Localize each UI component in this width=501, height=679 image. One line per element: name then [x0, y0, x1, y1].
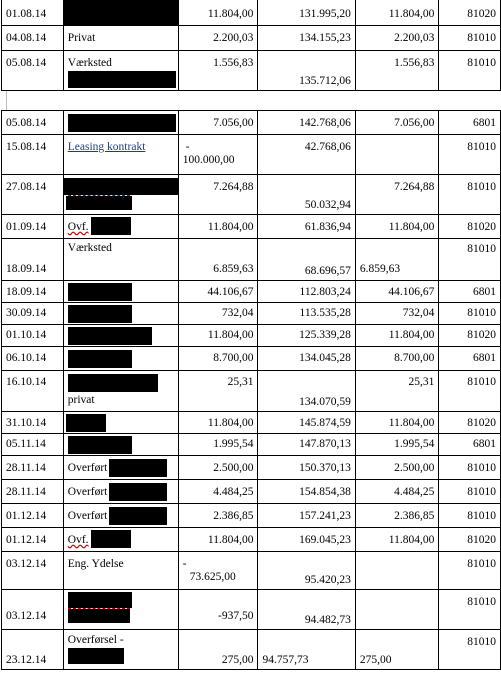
date-cell [2, 239, 64, 281]
amount-cell: 4.484,25 [178, 480, 258, 504]
balance-cell: 131.995,20 [258, 0, 355, 26]
date-cell: 01.12.14 [2, 528, 64, 552]
amount-cell: 11.804,00 [178, 528, 258, 552]
redacted-text-cell [63, 347, 178, 371]
redacted-text-cell [63, 590, 178, 630]
text-cell [63, 135, 178, 175]
col5-cell [355, 552, 439, 590]
text-label: Overført [67, 486, 108, 498]
redacted-text-cell [63, 281, 178, 303]
redaction-bar [109, 483, 167, 501]
text-label: Værksted [67, 57, 112, 69]
table-row [2, 175, 501, 215]
text-label: privat [67, 394, 95, 406]
date-value: 18.09.14 [6, 263, 47, 275]
date-cell: 27.08.14 [2, 175, 64, 215]
balance-cell: 42.768,06 [258, 135, 355, 175]
redaction-bar [68, 71, 176, 88]
balance-cell: 113.535,28 [258, 303, 355, 325]
amount-cell: 2.500,00 [178, 456, 258, 480]
table-row [2, 480, 501, 504]
code-cell: 81020 [439, 528, 501, 552]
code-cell: 81020 [439, 0, 501, 26]
balance-cell: 61.836,94 [258, 215, 355, 239]
date-cell: 05.08.14 [2, 111, 64, 135]
amount-sign: - [182, 558, 187, 570]
code-cell: 81010 [439, 26, 501, 51]
text-label: Ovf. [67, 221, 89, 233]
date-cell: 31.10.14 [2, 412, 64, 434]
text-cell [63, 630, 178, 670]
col5-cell [355, 239, 439, 281]
amount-cell [178, 552, 258, 590]
balance-cell: 157.241,23 [258, 504, 355, 528]
code-cell: 81020 [439, 325, 501, 347]
table-row [2, 239, 501, 281]
col5-cell: 2.500,00 [355, 456, 439, 480]
table-row [2, 325, 501, 347]
table-row [2, 528, 501, 552]
code-cell: 6801 [439, 434, 501, 456]
code-cell: 81010 [439, 590, 501, 630]
redacted-text-cell [63, 111, 178, 135]
col5-cell: 2.386,85 [355, 504, 439, 528]
text-cell: Værksted [63, 239, 178, 281]
col5-cell: 25,31 [355, 371, 439, 412]
amount-cell: 1.995,54 [178, 434, 258, 456]
redaction-bar [109, 459, 167, 477]
code-cell: 81010 [439, 371, 501, 412]
date-cell: 28.11.14 [2, 480, 64, 504]
code-cell: 81010 [439, 630, 501, 670]
text-label: Overførsel - [67, 634, 124, 646]
balance-cell: 147.870,13 [258, 434, 355, 456]
balance-cell [258, 371, 355, 412]
amount-cell: 11.804,00 [178, 412, 258, 434]
table-row [2, 347, 501, 371]
code-cell: 81010 [439, 552, 501, 590]
col5-cell: 4.484,25 [355, 480, 439, 504]
col5-cell: 7.056,00 [355, 111, 439, 135]
col5-cell: 11.804,00 [355, 325, 439, 347]
amount-cell [178, 239, 258, 281]
amount-cell: 11.804,00 [178, 325, 258, 347]
col5-cell [355, 630, 439, 670]
leasing-link[interactable]: Leasing kontrakt [67, 141, 146, 153]
balance-cell: 125.339,28 [258, 325, 355, 347]
code-cell: 6801 [439, 281, 501, 303]
col5-cell [355, 135, 439, 175]
balance-cell: 142.768,06 [258, 111, 355, 135]
amount-cell [178, 135, 258, 175]
date-cell: 01.09.14 [2, 215, 64, 239]
table-row [2, 434, 501, 456]
code-cell: 6801 [439, 111, 501, 135]
table-row [2, 630, 501, 670]
text-cell [63, 371, 178, 412]
balance-value: 50.032,94 [304, 199, 351, 211]
text-cell [63, 215, 178, 239]
date-cell: 28.11.14 [2, 456, 64, 480]
table-row [2, 412, 501, 434]
code-cell: 81010 [439, 175, 501, 215]
date-cell: 30.09.14 [2, 303, 64, 325]
table-row [2, 371, 501, 412]
balance-cell [258, 175, 355, 215]
code-cell: 81010 [439, 135, 501, 175]
date-cell: 18.09.14 [2, 281, 64, 303]
redaction-bar [68, 374, 158, 392]
col5-value: 6.859,63 [359, 263, 401, 275]
balance-cell: 169.045,23 [258, 528, 355, 552]
redacted-text-cell [63, 434, 178, 456]
redaction-bar [109, 507, 167, 525]
balance-cell [258, 630, 355, 670]
balance-cell [258, 590, 355, 630]
redaction-bar [68, 648, 124, 664]
date-cell: 05.08.14 [2, 51, 64, 91]
date-cell [2, 630, 64, 670]
redacted-text-cell [63, 303, 178, 325]
balance-value: 95.420,23 [304, 574, 351, 586]
amount-cell: 7.056,00 [178, 111, 258, 135]
date-cell: 03.12.14 [2, 552, 64, 590]
text-cell [63, 480, 178, 504]
amount-value: 6.859,63 [213, 263, 254, 275]
amount-cell: 8.700,00 [178, 347, 258, 371]
text-cell: Privat [63, 26, 178, 51]
col5-cell: 11.804,00 [355, 215, 439, 239]
col5-cell [355, 590, 439, 630]
date-cell: 15.08.14 [2, 135, 64, 175]
amount-value: -937,50 [218, 610, 254, 622]
code-cell: 81010 [439, 456, 501, 480]
balance-cell [258, 51, 355, 91]
date-cell: 01.12.14 [2, 504, 64, 528]
table-row [2, 590, 501, 630]
balance-cell [258, 552, 355, 590]
code-cell: 81020 [439, 412, 501, 434]
text-label: Ovf. [67, 534, 89, 546]
redacted-text-cell [63, 325, 178, 347]
col5-cell: 732,04 [355, 303, 439, 325]
balance-cell [258, 239, 355, 281]
text-label: Overført [67, 462, 108, 474]
date-cell: 01.08.14 [2, 0, 64, 26]
col5-cell: 11.804,00 [355, 528, 439, 552]
text-cell [63, 528, 178, 552]
col5-cell: 7.264,88 [355, 175, 439, 215]
table-row [2, 504, 501, 528]
amount-value: 73.625,00 [189, 571, 236, 583]
redacted-text-cell [63, 175, 178, 215]
table-row [2, 552, 501, 590]
redacted-text-cell [63, 0, 178, 26]
table-row [2, 215, 501, 239]
date-cell: 04.08.14 [2, 26, 64, 51]
text-cell [63, 51, 178, 91]
text-cell [63, 456, 178, 480]
table-row [2, 135, 501, 175]
redaction-bar [91, 530, 131, 548]
date-cell: 16.10.14 [2, 371, 64, 412]
amount-cell: 11.804,00 [178, 215, 258, 239]
col5-cell: 2.200,03 [355, 26, 439, 51]
amount-cell: 732,04 [178, 303, 258, 325]
table-row [2, 26, 501, 51]
amount-cell: 7.264,88 [178, 175, 258, 215]
date-value: 03.12.14 [6, 610, 47, 622]
balance-value: 94.757,73 [262, 654, 309, 666]
amount-cell: 2.200,03 [178, 26, 258, 51]
date-cell: 01.10.14 [2, 325, 64, 347]
balance-cell: 134.045,28 [258, 347, 355, 371]
amount-value: 275,00 [221, 654, 254, 666]
amount-cell: 11.804,00 [178, 0, 258, 26]
balance-value: 135.712,06 [299, 75, 351, 87]
amount-cell: 25,31 [178, 371, 258, 412]
table-row [2, 303, 501, 325]
code-cell: 81010 [439, 239, 501, 281]
amount-value: 100.000,00 [182, 154, 235, 166]
balance-value: 68.696,57 [304, 265, 351, 277]
balance-cell: 134.155,23 [258, 26, 355, 51]
amount-cell [178, 590, 258, 630]
col5-cell: 44.106,67 [355, 281, 439, 303]
table-row [2, 0, 501, 26]
page-gap [0, 91, 501, 110]
text-cell: Eng. Ydelse [63, 552, 178, 590]
table-row [2, 51, 501, 91]
code-cell: 81010 [439, 504, 501, 528]
code-cell: 81020 [439, 215, 501, 239]
col5-value: 275,00 [359, 654, 392, 666]
table-row [2, 456, 501, 480]
balance-value: 94.482,73 [304, 614, 351, 626]
balance-cell: 145.874,59 [258, 412, 355, 434]
date-cell: 05.11.14 [2, 434, 64, 456]
col5-cell: 11.804,00 [355, 0, 439, 26]
code-cell: 81010 [439, 480, 501, 504]
balance-cell: 154.854,38 [258, 480, 355, 504]
balance-value: 134.070,59 [299, 396, 351, 408]
amount-cell: 44.106,67 [178, 281, 258, 303]
ledger-table-upper [1, 0, 501, 91]
code-cell: 81010 [439, 51, 501, 91]
table-row [2, 281, 501, 303]
text-label: Overført [67, 510, 108, 522]
redaction-bar [91, 217, 131, 235]
table-row [2, 111, 501, 135]
balance-cell: 150.370,13 [258, 456, 355, 480]
balance-cell: 112.803,24 [258, 281, 355, 303]
amount-cell: 1.556,83 [178, 51, 258, 91]
amount-sign: - [185, 141, 190, 153]
redacted-text-cell [63, 412, 178, 434]
col5-cell: 11.804,00 [355, 412, 439, 434]
col5-cell: 8.700,00 [355, 347, 439, 371]
date-value: 23.12.14 [6, 654, 47, 666]
ledger-table-lower [1, 110, 501, 670]
amount-cell [178, 630, 258, 670]
code-cell: 6801 [439, 347, 501, 371]
text-cell [63, 504, 178, 528]
col5-cell: 1.995,54 [355, 434, 439, 456]
date-cell [2, 590, 64, 630]
col5-cell: 1.556,83 [355, 51, 439, 91]
amount-cell: 2.386,85 [178, 504, 258, 528]
date-cell: 06.10.14 [2, 347, 64, 371]
code-cell: 81010 [439, 303, 501, 325]
